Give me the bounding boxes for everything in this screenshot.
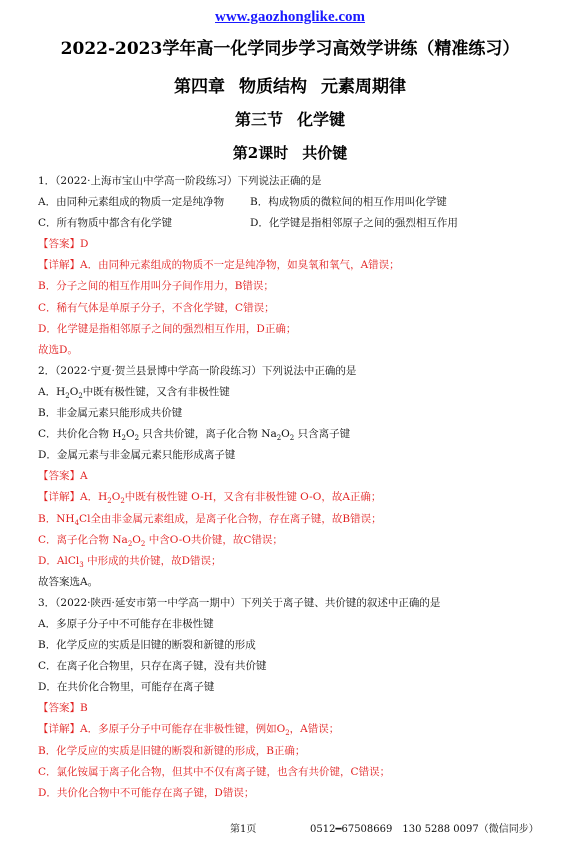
explanation-line: D．化学键是指相邻原子之间的强烈相互作用，D正确；: [38, 322, 297, 335]
explanation-line: D．AlCl$_3$ 中形成的共价键，故D错误；: [38, 554, 222, 569]
option: A．$H_2O_2$中既有极性键，又含有非极性键: [38, 385, 230, 401]
page-title: 2022-2023学年高一化学同步学习高效学讲练（精准练习）: [60, 39, 520, 59]
chapter-title: 第四章 物质结构 元素周期律: [174, 77, 406, 97]
option: B．构成物质的微粒间的相互作用叫化学键: [250, 196, 447, 209]
explanation-line: C．稀有气体是单原子分子，不含化学键，C错误；: [38, 301, 275, 314]
option: B．非金属元素只能形成共价键: [38, 407, 183, 420]
question-1-answer: 【答案】D: [38, 238, 89, 251]
option: A．由同种元素组成的物质一定是纯净物: [38, 196, 225, 209]
explanation-line: 【详解】A．由同种元素组成的物质不一定是纯净物，如臭氧和氧气，A错误；: [38, 259, 400, 272]
option: C．在离子化合物里，只存在离子键，没有共价键: [38, 660, 267, 673]
question-2-stem: 2．（2022·宁夏·贺兰县景博中学高一阶段练习）下列说法中正确的是: [38, 364, 357, 377]
explanation-line: C．氯化铵属于离子化合物，但其中不仅有离子键，也含有共价键，C错误；: [38, 765, 391, 778]
lesson-title: 第2课时 共价键: [232, 144, 348, 162]
contact-phone: 0512━67508669 130 5288 0097（微信同步）: [310, 824, 539, 835]
option: D．化学键是指相邻原子之间的强烈相互作用: [250, 217, 458, 230]
question-2-conclusion: 故答案选A。: [38, 575, 99, 588]
explanation-line: C．离子化合物 $Na_2O_2$ 中含O-O共价键，故C错误；: [38, 533, 283, 548]
questions-content: [38, 171, 553, 804]
question-1-conclusion: 故选D。: [38, 343, 78, 356]
option: A．多原子分子中不可能存在非极性键: [38, 617, 214, 630]
explanation-line: D．共价化合物中不可能存在离子键，D错误；: [38, 786, 255, 799]
option: B．化学反应的实质是旧键的断裂和新键的形成: [38, 639, 256, 652]
option: C．共价化合物 $H_2O_2$ 只含共价键，离子化合物 $Na_2O_2$ 只含离子键: [38, 428, 351, 443]
question-3-stem: 3．（2022·陕西·延安市第一中学高一期中）下列关于离子键、共价键的叙述中正确的是: [38, 596, 441, 609]
question-3-answer: 【答案】B: [38, 702, 88, 715]
question-2-answer: 【答案】A: [38, 470, 88, 483]
section-title: 第三节 化学键: [234, 110, 346, 129]
question-1-stem: 1．（2022·上海市宝山中学高一阶段练习）下列说法正确的是: [38, 175, 322, 187]
option: C．所有物质中都含有化学键: [38, 217, 173, 230]
site-url-link[interactable]: www.gaozhonglike.com: [215, 9, 365, 25]
explanation-line: B．分子之间的相互作用叫分子间作用力，B错误；: [38, 280, 274, 293]
page-number: 第1页: [230, 824, 257, 835]
explanation-line: B．$NH_4Cl$全由非金属元素组成，是离子化合物，存在离子键，故B错误；: [38, 512, 382, 527]
explanation-line: 【详解】A．$H_2O_2$中既有极性键 O-H，又含有非极性键 O-O，故A正确；: [38, 491, 382, 506]
question-1-options-row-1: [38, 192, 553, 213]
option: D．在共价化合物里，可能存在离子键: [38, 681, 215, 694]
question-1-options-row-2: [38, 213, 553, 234]
option: D．金属元素与非金属元素只能形成离子键: [38, 449, 236, 462]
explanation-line: B．化学反应的实质是旧键的断裂和新键的形成，B正确；: [38, 744, 306, 757]
explanation-line: 【详解】A．多原子分子中可能存在非极性键，例如$O_2$，A错误；: [38, 723, 340, 738]
